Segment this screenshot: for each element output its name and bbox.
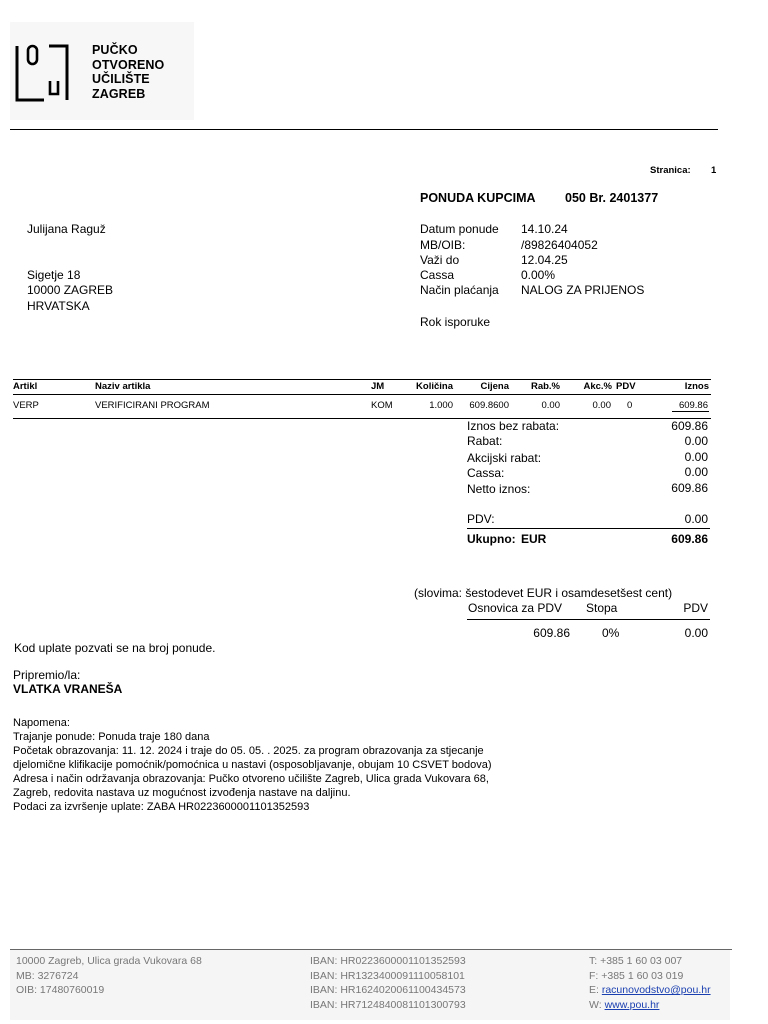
total-label: PDV: [467,512,495,526]
total-label: Akcijski rabat: [467,451,542,465]
document-title: PONUDA KUPCIMA [420,191,536,205]
total-label: Iznos bez rabata: [467,419,560,433]
tax-stopa: 0% [602,626,620,640]
pou-logo-mark [14,42,74,102]
tax-header-stopa: Stopa [586,601,618,615]
col-header-pdv: PDV [616,381,636,392]
tax-rule [467,619,710,620]
tax-osnovica: 609.86 [533,626,570,640]
total-label: Netto iznos: [467,482,531,496]
notes-line: Podaci za izvršenje uplate: ZABA HR0223600001101352593 [13,801,310,813]
total-label: Rabat: [467,434,503,448]
col-header-rab: Rab.% [530,381,560,392]
footer-line: IBAN: HR1323400091110058101 [310,969,465,982]
logo-line: UČILIŠTE [92,72,150,86]
footer-line: IBAN: HR7124840081101300793 [310,998,466,1011]
footer-address-col [16,954,202,998]
totals-rule [467,528,710,529]
footer-web-link[interactable]: www.pou.hr [604,998,660,1011]
meta-value: 0.00% [521,268,556,282]
footer-fax: F: +385 1 60 03 019 [589,969,684,982]
col-header-kolicina: Količina [416,381,453,392]
delivery-label: Rok isporuke [420,315,491,329]
logo-wordmark [92,43,164,101]
total-value: 0.00 [684,450,708,464]
footer-line: OIB: 17480760019 [16,984,105,996]
notes-line: Trajanje ponude: Ponuda traje 180 dana [13,731,210,743]
customer-country: HRVATSKA [27,299,90,313]
cell-akc: 0.00 [592,400,611,411]
notes-line: Adresa i način održavanja obrazovanja: Pučko otvoreno učilište Zagreb, Ulica grada Vukovara 68, [13,773,489,785]
footer-web-line [589,998,711,1013]
iznos-underline [672,411,709,412]
footer-phone: T: +385 1 60 03 007 [589,955,683,967]
notes-line: Zagreb, redovita nastava uz mogućnost izvođenja nastave na daljinu. [13,787,351,799]
table-bottom-rule [13,418,711,419]
cell-cijena: 609.8600 [469,400,509,411]
notes-line: Početak obrazovanja: 11. 12. 2024 i traje do 05. 05. . 2025. za program obrazovanja za stjecanje [13,745,484,757]
footer-email-line [589,983,711,998]
meta-value: /89826404052 [521,238,598,252]
meta-label: Cassa [420,268,455,282]
total-label: Cassa: [467,466,505,480]
cell-artikl: VERP [13,400,39,411]
footer-web-label: W: [589,998,605,1011]
grand-total-currency: EUR [521,532,547,546]
customer-city: 10000 ZAGREB [27,283,114,297]
notes-line: djelomične klifikacije pomoćnik/pomoćnica u nastavi (osposobljavanje, obujam 10 CSVET bodova) [13,759,492,771]
col-header-cijena: Cijena [480,381,509,392]
cell-iznos: 609.86 [678,400,708,411]
meta-label: Važi do [420,253,460,267]
meta-label: Način plaćanja [420,283,499,297]
customer-name: Julijana Raguž [27,222,106,236]
amount-in-words: (slovima: šestodevet EUR i osamdesetšest cent) [414,586,673,600]
footer-line: 10000 Zagreb, Ulica grada Vukovara 68 [16,955,202,967]
tax-header-osnovica: Osnovica za PDV [468,601,563,615]
total-value: 0.00 [684,434,708,448]
cell-jm: KOM [371,400,393,411]
footer-line: IBAN: HR0223600001101352593 [310,955,466,967]
table-header-rule [13,394,711,395]
tax-header-pdv: PDV [683,601,708,615]
logo-line: PUČKO [92,43,138,57]
total-value: 609.86 [671,419,708,433]
logo-line: ZAGREB [92,86,146,101]
page-label: Stranica: [650,165,691,176]
header-divider [10,129,718,130]
grand-total-value: 609.86 [671,532,708,546]
document-number: 050 Br. 2401377 [565,191,659,205]
meta-value: NALOG ZA PRIJENOS [521,283,645,297]
meta-value: 12.04.25 [521,253,568,267]
notes-line: Napomena: [13,717,70,729]
tax-pdv: 0.00 [684,626,708,640]
col-header-akc: Akc.% [583,381,612,392]
cell-pdv: 0 [627,400,633,411]
payment-note: Kod uplate pozvati se na broj ponude. [14,641,216,655]
grand-total-label: Ukupno: [467,532,516,546]
cell-rab: 0.00 [541,400,560,411]
footer-iban-col [310,954,466,1012]
meta-label: MB/OIB: [420,238,466,252]
col-header-artikl: Artikl [13,381,38,392]
prepared-label: Pripremio/la: [13,668,81,682]
prepared-name: VLATKA VRANEŠA [13,682,123,696]
total-value: 0.00 [684,512,708,526]
cell-kolicina: 1.000 [429,400,453,411]
footer-contact-col [589,954,711,1012]
meta-value: 14.10.24 [521,222,568,236]
logo-line: OTVORENO [92,57,165,72]
footer-email-label: E: [589,984,602,996]
footer-email-link[interactable]: racunovodstvo@pou.hr [601,984,711,996]
col-header-iznos: Iznos [684,381,709,392]
col-header-jm: JM [371,381,385,392]
footer-line: IBAN: HR1624020061100434573 [310,984,466,996]
total-value: 609.86 [671,481,708,495]
total-value: 0.00 [684,465,708,479]
table-top-rule [13,379,711,380]
meta-label: Datum ponude [420,222,499,236]
col-header-naziv: Naziv artikla [95,381,151,392]
footer-line: MB: 3276724 [16,969,79,982]
cell-naziv: VERIFICIRANI PROGRAM [95,400,210,411]
page-number: 1 [711,165,717,176]
notes-block [13,716,492,814]
customer-address: Sigetje 18 [27,268,81,282]
